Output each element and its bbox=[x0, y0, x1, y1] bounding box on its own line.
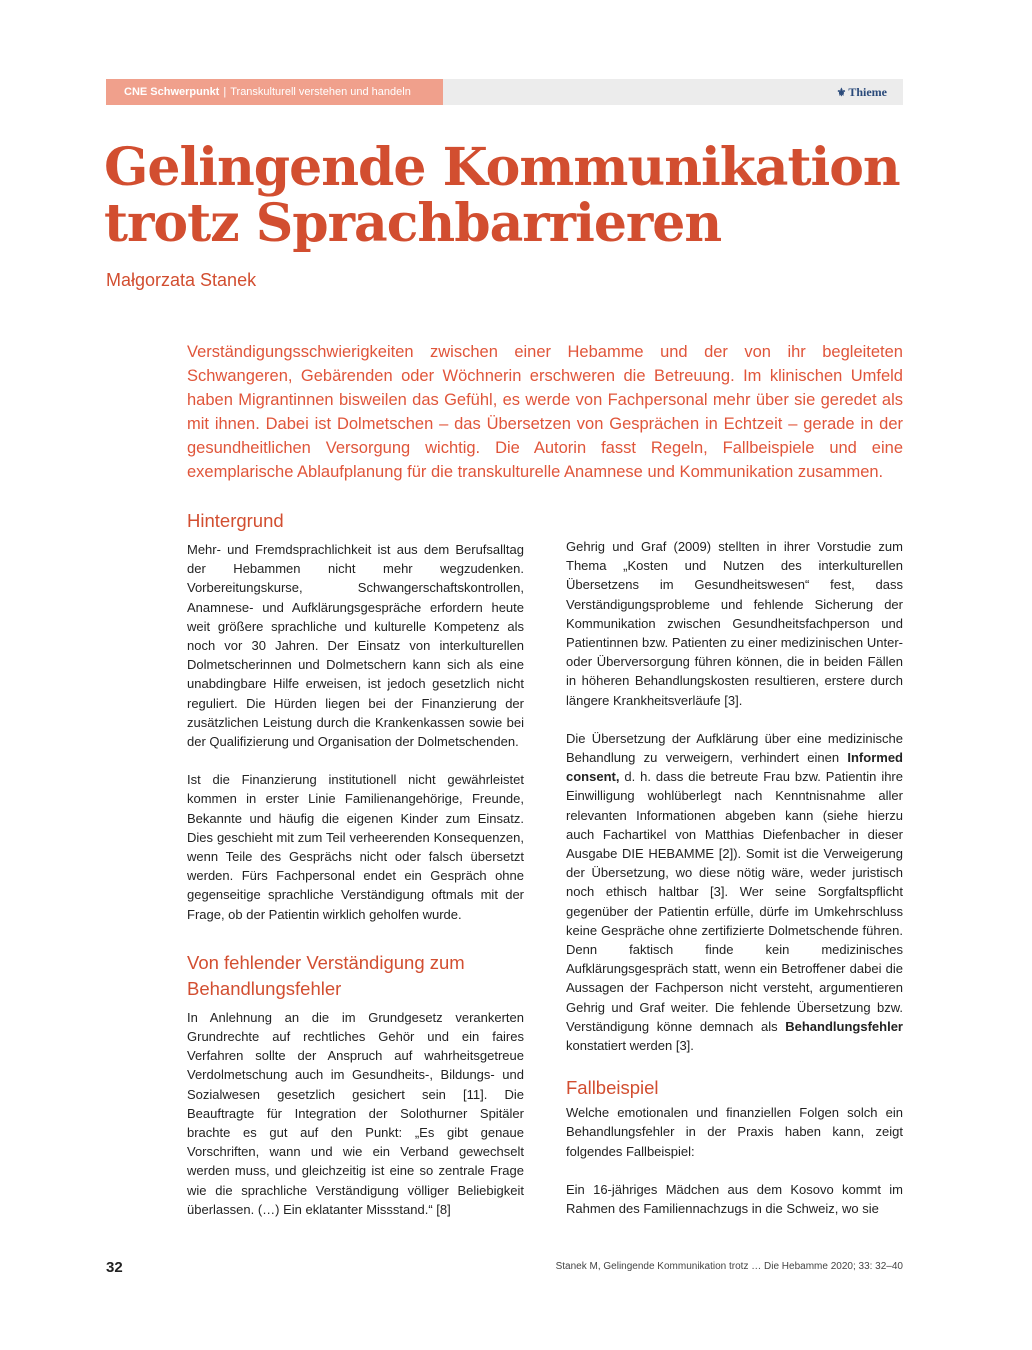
paragraph: Ein 16-jähriges Mädchen aus dem Kosovo kommt im Rahmen des Familiennachzugs in die Schweiz, wo sie bbox=[566, 1181, 903, 1217]
right-column bbox=[566, 537, 903, 1237]
publisher-name: Thieme bbox=[848, 85, 887, 99]
paragraph-informed-consent bbox=[566, 729, 903, 1055]
paragraph: Welche emotionalen und finanziellen Folgen solch ein Behandlungsfehler in der Praxis haben kann, zeigt folgendes Fallbeispiel: bbox=[566, 1105, 903, 1159]
running-header bbox=[106, 79, 903, 105]
author-name: Małgorzata Stanek bbox=[106, 270, 257, 290]
title-line-2: trotz Sprachbarrieren bbox=[104, 193, 722, 254]
paragraph: Ist die Finanzierung institutionell nicht gewährleistet kommen in erster Linie Familienangehörige, Freunde, Bekannte und häufig die eigenen Kinder zum Einsatz. Dies geschieht mit zum Teil verheerenden Konsequenzen, wenn Teile des Gesprächs nicht oder falsch übersetzt werden. Fürs Fachpersonal endet ein Gespräch ohne gegenseitige sprachliche Verständigung oftmals mit der Frage, ob der Patientin wirklich geholfen wurde. bbox=[187, 772, 524, 922]
text-run: Die Übersetzung der Aufklärung über eine medizinische Behandlung zu verweigern, verhindert einen bbox=[566, 730, 903, 766]
bold-term-behandlungsfehler: Behandlungsfehler bbox=[785, 1018, 903, 1034]
heading-hintergrund: Hintergrund bbox=[187, 510, 284, 531]
article-abstract: Verständigungsschwierigkeiten zwischen einer Hebamme und der von ihr begleiteten Schwangeren, Gebärenden oder Wöchnerin erschweren die Betreuung. Im klinischen Umfeld haben Migrantinnen bisweilen das Gefühl, es werde von Fachpersonal mehr über sie geredet als mit ihnen. Dabei ist Dolmetschen – das Übersetzen von Gesprächen in Echtzeit – gerade in der gesundheitlichen Versorgung wichtig. Die Autorin fasst Regeln, Fallbeispiele und eine exemplarische Ablaufplanung für die transkulturelle Anamnese und Kommunikation zusammen. bbox=[187, 343, 903, 481]
thieme-logo-icon: ⚜ bbox=[836, 87, 847, 99]
title-line-1: Gelingende Kommunikation bbox=[104, 137, 900, 198]
left-column bbox=[187, 508, 524, 1238]
publisher-logo bbox=[836, 79, 887, 106]
article-title bbox=[104, 137, 924, 254]
paragraph: Gehrig und Graf (2009) stellten in ihrer Vorstudie zum Thema „Kosten und Nutzen des interkulturellen Übersetzens im Gesundheitswesen“ fest, dass Verständigungsprobleme und fehlende Sicherung der Kommunikation zwischen Gesundheitsfachperson und Patientinnen bzw. Patienten zu einer medizinischen Unter- oder Überversorgung führen können, die in beiden Fällen in höheren Behandlungskosten resultieren, erstere durch längere Krankheitsverläufe [3]. bbox=[566, 539, 903, 708]
section-subtitle: Transkulturell verstehen und handeln bbox=[230, 86, 411, 98]
text-run: d. h. dass die betreute Frau bzw. Patientin ihre Einwilligung wohlüberlegt nach Kenntnisnahme aller relevanten Informationen abgeben kann (siehe hierzu auch Fachartikel von Matthias Diefenbacher in dieser Ausgabe DIE HEBAMME [2]). Somit ist die Verweigerung der Übersetzung, wo diese nötig wäre, weder juristisch noch ethisch haltbar [3]. Wer seine Sorgfaltspflicht gegenüber der Patientin erfülle, dürfe im Umkehrschluss keine Gespräche ohne zertifizierte Dolmetschende führen. Denn faktisch finde kein medizinisches Aufklärungsgespräch statt, wenn ein Betroffener dabei die Aussagen der Fachperson nicht versteht, argumentieren Gehrig und Graf weiter. Die fehlende Übersetzung bzw. Verständigung könne demnach als bbox=[566, 769, 903, 1034]
footer-citation: Stanek M, Gelingende Kommunikation trotz … Die Hebamme 2020; 33: 32–40 bbox=[555, 1261, 903, 1272]
heading-behandlungsfehler: Von fehlender Verständigung zum Behandlungsfehler bbox=[187, 951, 465, 999]
paragraph: Mehr- und Fremdsprachlichkeit ist aus dem Berufsalltag der Hebammen nicht mehr wegzudenken. Vorbereitungskurse, Schwangerschaftskontrollen, Anamnese- und Aufklärungsgespräche erfordern heute weit größere sprachliche und kulturelle Kompetenz als noch vor 30 Jahren. Der Einsatz von interkulturellen Dolmetscherinnen und Dolmetschern kann sich als eine unabdingbare Hilfe erweisen, ist jedoch gesetzlich nicht reguliert. Die Hürden liegen bei der Finanzierung der zusätzlichen Leistung durch die Krankenkassen sowie bei der Qualifizierung und Organisation der Dolmetschenden. bbox=[187, 542, 524, 750]
heading-fallbeispiel: Fallbeispiel bbox=[566, 1077, 659, 1099]
bold-term-informed-consent: Informed consent, bbox=[566, 750, 903, 785]
section-tag bbox=[106, 79, 443, 105]
text-run: konstatiert werden [3]. bbox=[566, 1038, 694, 1054]
paragraph: In Anlehnung an die im Grundgesetz verankerten Grundrechte auf rechtliches Gehör und ein faires Verfahren sollte der Anspruch auf wahrheitsgetreue Verdolmetschung auch im Gesundheits-, Bildungs- und Sozialwesen gesetzlich gesichert sein [11]. Die Beauftragte für Integration der Solothurner Spitäler brachte es gut auf den Punkt: „Es gibt genaue Vorschriften, wann und wie ein Verband gewechselt werden muss, und gleichzeitig ist eine so zentrale Frage wie die sprachliche Verständigung völliger Beliebigkeit überlassen. (…) Ein eklatanter Missstand.“ [8] bbox=[187, 1009, 524, 1217]
section-label: CNE Schwerpunkt bbox=[124, 86, 220, 98]
header-separator: | bbox=[223, 86, 227, 98]
page-number: 32 bbox=[106, 1259, 123, 1276]
